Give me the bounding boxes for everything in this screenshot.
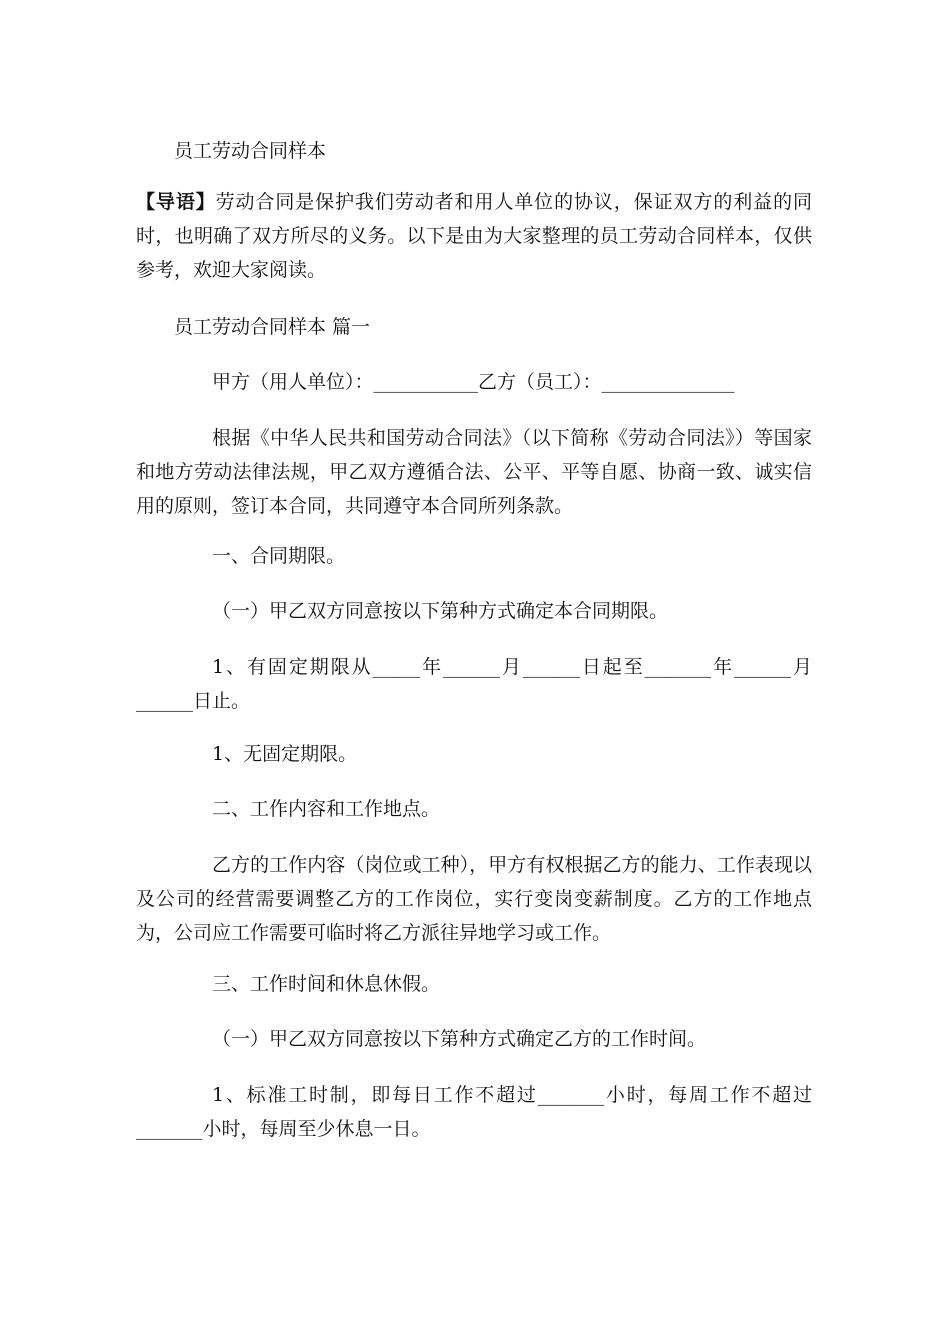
section-title: 员工劳动合同样本 篇一 <box>174 316 371 338</box>
article1-heading: 一、合同期限。 <box>212 545 346 567</box>
article3-heading: 三、工作时间和休息休假。 <box>212 973 441 995</box>
basis-paragraph: 根据《中华人民共和国劳动合同法》（以下简称《劳动合同法》）等国家和地方劳动法律法规，甲乙双方遵循合法、公平、平等自愿、协商一致、诚实信用的原则，签订本合同，共同遵守本合同所列条款。 <box>136 427 812 517</box>
article1-sub: （一）甲乙双方同意按以下第种方式确定本合同期限。 <box>212 600 669 622</box>
article2-heading: 二、工作内容和工作地点。 <box>212 798 441 820</box>
article3-sub: （一）甲乙双方同意按以下第种方式确定乙方的工作时间。 <box>212 1028 707 1050</box>
intro-text: 劳动合同是保护我们劳动者和用人单位的协议，保证双方的利益的同时，也明确了双方所尽的义务。以下是由为大家整理的员工劳动合同样本，仅供参考，欢迎大家阅读。 <box>136 191 812 281</box>
article1-item2: 1、无固定期限。 <box>212 743 358 765</box>
parties-line: 甲方（用人单位）：___________乙方（员工）：______________ <box>212 371 735 393</box>
article1-item1: 1、有固定期限从_____年______月______日起至_______年______月______日止。 <box>136 656 812 712</box>
document-title: 员工劳动合同样本 <box>174 140 327 162</box>
intro-lead: 【导语】 <box>136 191 216 213</box>
article3-item1: 1、标准工时制，即每日工作不超过_______小时，每周工作不超过_______小时，每周至少休息一日。 <box>136 1084 812 1140</box>
article2-paragraph: 乙方的工作内容（岗位或工种），甲方有权根据乙方的能力、工作表现以及公司的经营需要调整乙方的工作岗位，实行变岗变薪制度。乙方的工作地点为，公司应工作需要可临时将乙方派往异地学习或工作。 <box>136 854 812 944</box>
intro-paragraph <box>136 185 812 287</box>
